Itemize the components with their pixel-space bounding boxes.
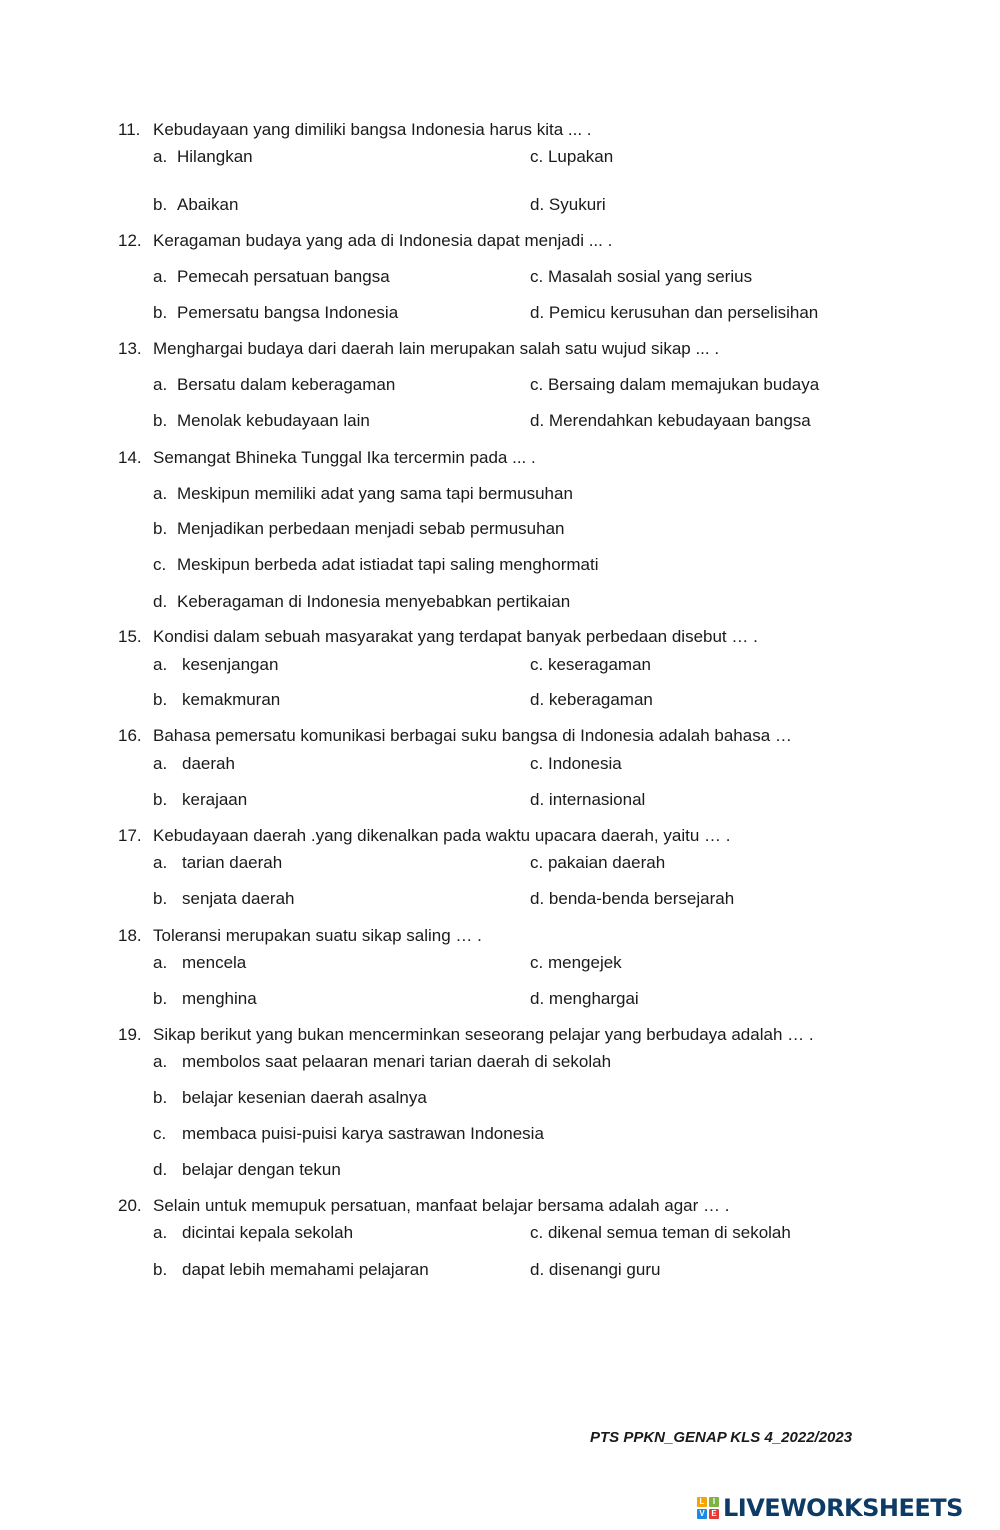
question-number: 11.	[118, 120, 141, 139]
brand-logo-icon	[697, 1497, 719, 1519]
option-text: keberagaman	[548, 690, 653, 709]
option-d[interactable]	[530, 989, 639, 1009]
option-letter: b.	[153, 1260, 168, 1279]
option-c[interactable]	[530, 375, 819, 395]
option-text: keseragaman	[547, 655, 651, 674]
option-text[interactable]: Pemecah persatuan bangsa	[177, 267, 390, 286]
question-text: Kebudayaan yang dimiliki bangsa Indonesia harus kita ... .	[153, 120, 592, 139]
option-letter: a.	[153, 655, 168, 674]
option-c[interactable]	[530, 267, 752, 287]
option-letter: d.	[153, 592, 168, 611]
option-c[interactable]	[530, 953, 622, 973]
option-text[interactable]: tarian daerah	[182, 853, 283, 872]
option-text[interactable]: Pemersatu bangsa Indonesia	[177, 303, 399, 322]
question-number: 19.	[118, 1025, 142, 1044]
option-text[interactable]: dicintai kepala sekolah	[182, 1223, 354, 1242]
option-letter: b.	[153, 1088, 168, 1107]
option-letter: a.	[153, 375, 168, 394]
option-letter: c.	[530, 754, 544, 773]
option-letter: c.	[530, 375, 544, 394]
logo-letter: I	[709, 1497, 719, 1507]
question-text: Bahasa pemersatu komunikasi berbagai suku bangsa di Indonesia adalah bahasa …	[153, 726, 792, 745]
option-d[interactable]	[530, 195, 606, 215]
question-number: 17.	[118, 826, 142, 845]
option-text: Lupakan	[547, 147, 614, 166]
option-text[interactable]: belajar kesenian daerah asalnya	[182, 1088, 427, 1107]
option-text: disenangi guru	[548, 1260, 661, 1279]
option-letter: b.	[153, 303, 168, 322]
question-number: 20.	[118, 1196, 142, 1215]
option-text[interactable]: Hilangkan	[177, 147, 253, 166]
option-d[interactable]	[530, 790, 645, 810]
question-number: 15.	[118, 627, 142, 646]
option-letter: b.	[153, 519, 168, 538]
option-text: Indonesia	[547, 754, 622, 773]
option-text[interactable]: kerajaan	[182, 790, 248, 809]
liveworksheets-logo[interactable]	[697, 1493, 963, 1523]
option-letter: a.	[153, 1052, 168, 1071]
option-c[interactable]	[530, 655, 651, 675]
option-letter: d.	[530, 303, 545, 322]
option-letter: c.	[530, 655, 544, 674]
option-text: internasional	[548, 790, 646, 809]
option-letter: a.	[153, 1223, 168, 1242]
option-letter: b.	[153, 790, 168, 809]
option-letter: a.	[153, 953, 168, 972]
option-text[interactable]: mencela	[182, 953, 247, 972]
option-text[interactable]: Keberagaman di Indonesia menyebabkan pertikaian	[177, 592, 571, 611]
option-letter: d.	[530, 690, 545, 709]
option-text[interactable]: Abaikan	[177, 195, 239, 214]
question-text: Kondisi dalam sebuah masyarakat yang terdapat banyak perbedaan disebut … .	[153, 627, 758, 646]
option-text[interactable]: Meskipun memiliki adat yang sama tapi bermusuhan	[177, 484, 573, 503]
logo-letter: E	[709, 1509, 719, 1519]
option-text[interactable]: dapat lebih memahami pelajaran	[182, 1260, 429, 1279]
question-number: 12.	[118, 231, 142, 250]
option-letter: a.	[153, 754, 168, 773]
question-number: 16.	[118, 726, 142, 745]
option-letter: d.	[530, 1260, 545, 1279]
option-letter: c.	[530, 1223, 544, 1242]
option-text: Masalah sosial yang serius	[547, 267, 753, 286]
option-text: menghargai	[548, 989, 639, 1008]
option-c[interactable]	[530, 147, 613, 167]
option-letter: a.	[153, 267, 168, 286]
option-letter: a.	[153, 147, 168, 166]
option-text: Pemicu kerusuhan dan perselisihan	[548, 303, 819, 322]
option-letter: b.	[153, 690, 168, 709]
option-text: dikenal semua teman di sekolah	[547, 1223, 791, 1242]
option-text[interactable]: membaca puisi-puisi karya sastrawan Indonesia	[182, 1124, 544, 1143]
option-text: mengejek	[547, 953, 622, 972]
option-text: benda-benda bersejarah	[548, 889, 735, 908]
option-letter: c.	[153, 1124, 167, 1143]
option-letter: d.	[530, 411, 545, 430]
footer-label: PTS PPKN_GENAP KLS 4_2022/2023	[590, 1429, 853, 1446]
option-letter: d.	[530, 790, 545, 809]
question-text: Keragaman budaya yang ada di Indonesia dapat menjadi ... .	[153, 231, 613, 250]
option-letter: b.	[153, 889, 168, 908]
option-text: pakaian daerah	[547, 853, 666, 872]
option-text: Bersaing dalam memajukan budaya	[547, 375, 820, 394]
option-d[interactable]	[530, 690, 653, 710]
option-c[interactable]	[530, 853, 665, 873]
option-text[interactable]: Bersatu dalam keberagaman	[177, 375, 396, 394]
option-letter: d.	[530, 195, 545, 214]
option-d[interactable]	[530, 303, 818, 323]
option-text[interactable]: kesenjangan	[182, 655, 279, 674]
option-d[interactable]	[530, 1260, 660, 1280]
question-number: 14.	[118, 448, 142, 467]
option-letter: d.	[153, 1160, 168, 1179]
option-text[interactable]: kemakmuran	[182, 690, 281, 709]
option-letter: c.	[530, 853, 544, 872]
logo-letter: L	[697, 1497, 707, 1507]
question-text: Menghargai budaya dari daerah lain merupakan salah satu wujud sikap ... .	[153, 339, 720, 358]
option-text[interactable]: belajar dengan tekun	[182, 1160, 341, 1179]
option-letter: b.	[153, 411, 168, 430]
option-letter: c.	[530, 953, 544, 972]
question-text: Kebudayaan daerah .yang dikenalkan pada waktu upacara daerah, yaitu … .	[153, 826, 731, 845]
option-letter: b.	[153, 195, 168, 214]
option-d[interactable]	[530, 411, 811, 431]
option-text: Syukuri	[548, 195, 606, 214]
option-text[interactable]: Menolak kebudayaan lain	[177, 411, 370, 430]
option-letter: a.	[153, 853, 168, 872]
option-text[interactable]: Meskipun berbeda adat istiadat tapi saling menghormati	[177, 555, 599, 574]
question-text: Selain untuk memupuk persatuan, manfaat belajar bersama adalah agar … .	[153, 1196, 730, 1215]
option-text[interactable]: Menjadikan perbedaan menjadi sebab permusuhan	[177, 519, 565, 538]
question-number: 13.	[118, 339, 142, 358]
option-d[interactable]	[530, 889, 734, 909]
option-letter: d.	[530, 989, 545, 1008]
option-letter: c.	[153, 555, 167, 574]
option-text[interactable]: menghina	[182, 989, 257, 1008]
question-text: Sikap berikut yang bukan mencerminkan seseorang pelajar yang berbudaya adalah … .	[153, 1025, 814, 1044]
question-number: 18.	[118, 926, 142, 945]
option-c[interactable]	[530, 1223, 791, 1243]
option-letter: b.	[153, 989, 168, 1008]
option-text[interactable]: daerah	[182, 754, 235, 773]
option-letter: a.	[153, 484, 168, 503]
option-letter: d.	[530, 889, 545, 908]
option-text: Merendahkan kebudayaan bangsa	[548, 411, 811, 430]
option-text[interactable]: senjata daerah	[182, 889, 295, 908]
brand-name: LIVEWORKSHEETS	[723, 1494, 963, 1522]
option-c[interactable]	[530, 754, 622, 774]
question-text: Semangat Bhineka Tunggal Ika tercermin pada ... .	[153, 448, 536, 467]
logo-letter: V	[697, 1509, 707, 1519]
option-text[interactable]: membolos saat pelaaran menari tarian daerah di sekolah	[182, 1052, 612, 1071]
question-text: Toleransi merupakan suatu sikap saling … .	[153, 926, 482, 945]
option-letter: c.	[530, 147, 544, 166]
option-letter: c.	[530, 267, 544, 286]
